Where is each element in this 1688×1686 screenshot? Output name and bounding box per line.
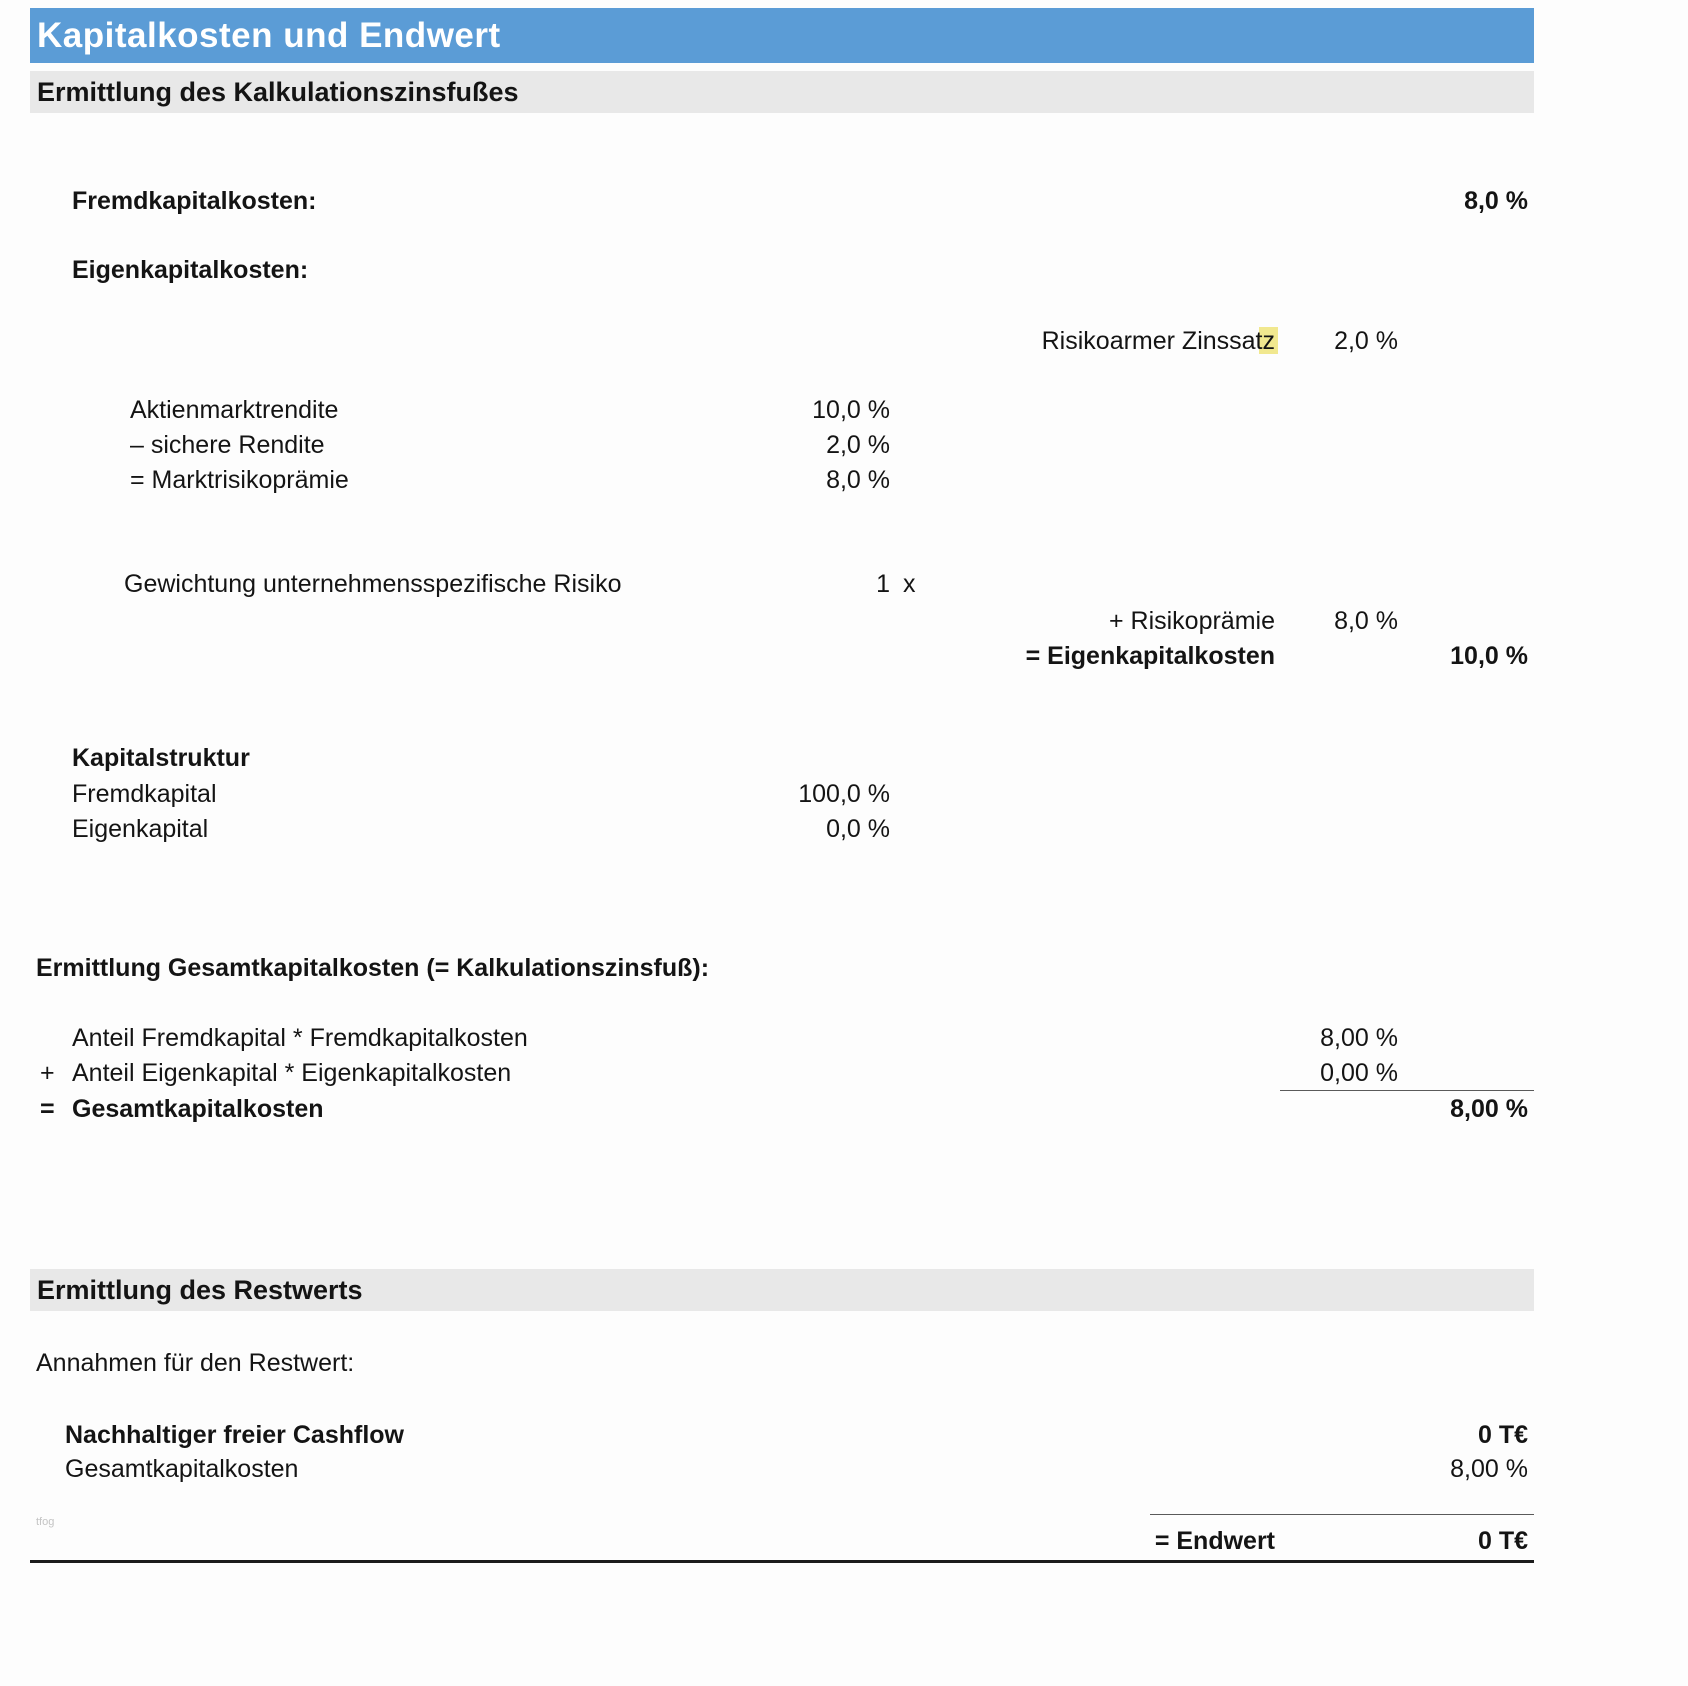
endwert-sum-rule [1150, 1514, 1534, 1515]
eigenkapitalkosten-summe-value: 10,0 % [1450, 642, 1528, 670]
anteil-eigenkapital-value: 0,00 % [1320, 1059, 1398, 1087]
risikoarmer-zinssatz-label: Risikoarmer Zinssatz [1041, 327, 1275, 355]
kapitalstruktur-heading: Kapitalstruktur [72, 744, 250, 772]
section-header-kalkulationszins [30, 71, 1534, 113]
risikopraemie-value: 8,0 % [1334, 607, 1398, 635]
endwert-value: 0 T€ [1477, 1527, 1528, 1555]
gesamtkapitalkosten-value: 8,00 % [1450, 1095, 1528, 1123]
section-heading: Ermittlung des Kalkulationszinsfußes [37, 77, 519, 107]
gesamtkapitalkosten-operator: = [40, 1095, 55, 1123]
aktienmarktrendite-value: 10,0 % [812, 396, 890, 424]
gewichtung-risiko-value: 1 [876, 570, 890, 598]
risikoarmer-zinssatz-value: 2,0 % [1334, 327, 1398, 355]
cashflow-value: 0 T€ [1477, 1421, 1528, 1449]
fremdkapital-value: 100,0 % [798, 780, 890, 808]
marktrisikopraemie-label: = Marktrisikoprämie [130, 466, 349, 494]
fremdkapitalkosten-label: Fremdkapitalkosten: [72, 187, 317, 215]
marktrisikopraemie-value: 8,0 % [826, 466, 890, 494]
gewichtung-risiko-unit: x [903, 570, 916, 598]
anteil-fremdkapital-label: Anteil Fremdkapital * Fremdkapitalkosten [72, 1024, 528, 1052]
fremdkapital-label: Fremdkapital [72, 780, 217, 808]
page-title: Kapitalkosten und Endwert [37, 16, 501, 55]
anteil-eigenkapital-label: Anteil Eigenkapital * Eigenkapitalkosten [72, 1059, 512, 1087]
restwert-gesamtkapitalkosten-value: 8,00 % [1450, 1455, 1528, 1483]
eigenkapital-label: Eigenkapital [72, 815, 209, 843]
section-heading: Ermittlung des Restwerts [37, 1275, 363, 1305]
eigenkapitalkosten-summe-label: = Eigenkapitalkosten [1025, 642, 1275, 670]
section-header-restwert [30, 1269, 1534, 1311]
risikopraemie-label: + Risikoprämie [1108, 607, 1275, 635]
eigenkapitalkosten-label: Eigenkapitalkosten: [72, 256, 309, 284]
sichere-rendite-value: 2,0 % [826, 431, 890, 459]
gewichtung-risiko-label: Gewichtung unternehmensspezifische Risiko [124, 570, 622, 598]
cashflow-label: Nachhaltiger freier Cashflow [65, 1421, 404, 1449]
anteil-eigenkapital-operator: + [40, 1059, 55, 1087]
gesamtkapitalkosten-label: Gesamtkapitalkosten [72, 1095, 324, 1123]
watermark: tfog [36, 1516, 55, 1528]
annahmen-label: Annahmen für den Restwert: [36, 1349, 355, 1377]
aktienmarktrendite-label: Aktienmarktrendite [130, 396, 339, 424]
bottom-border [30, 1560, 1534, 1563]
fremdkapitalkosten-value: 8,0 % [1464, 187, 1528, 215]
title-bar [30, 8, 1534, 63]
gesamtkapitalkosten-heading: Ermittlung Gesamtkapitalkosten (= Kalkulationszinsfuß): [36, 954, 710, 982]
sichere-rendite-label: – sichere Rendite [130, 431, 325, 459]
restwert-gesamtkapitalkosten-label: Gesamtkapitalkosten [65, 1455, 299, 1483]
sum-rule [1280, 1090, 1534, 1091]
endwert-label: = Endwert [1154, 1527, 1275, 1555]
anteil-fremdkapital-value: 8,00 % [1320, 1024, 1398, 1052]
eigenkapital-value: 0,0 % [826, 815, 890, 843]
